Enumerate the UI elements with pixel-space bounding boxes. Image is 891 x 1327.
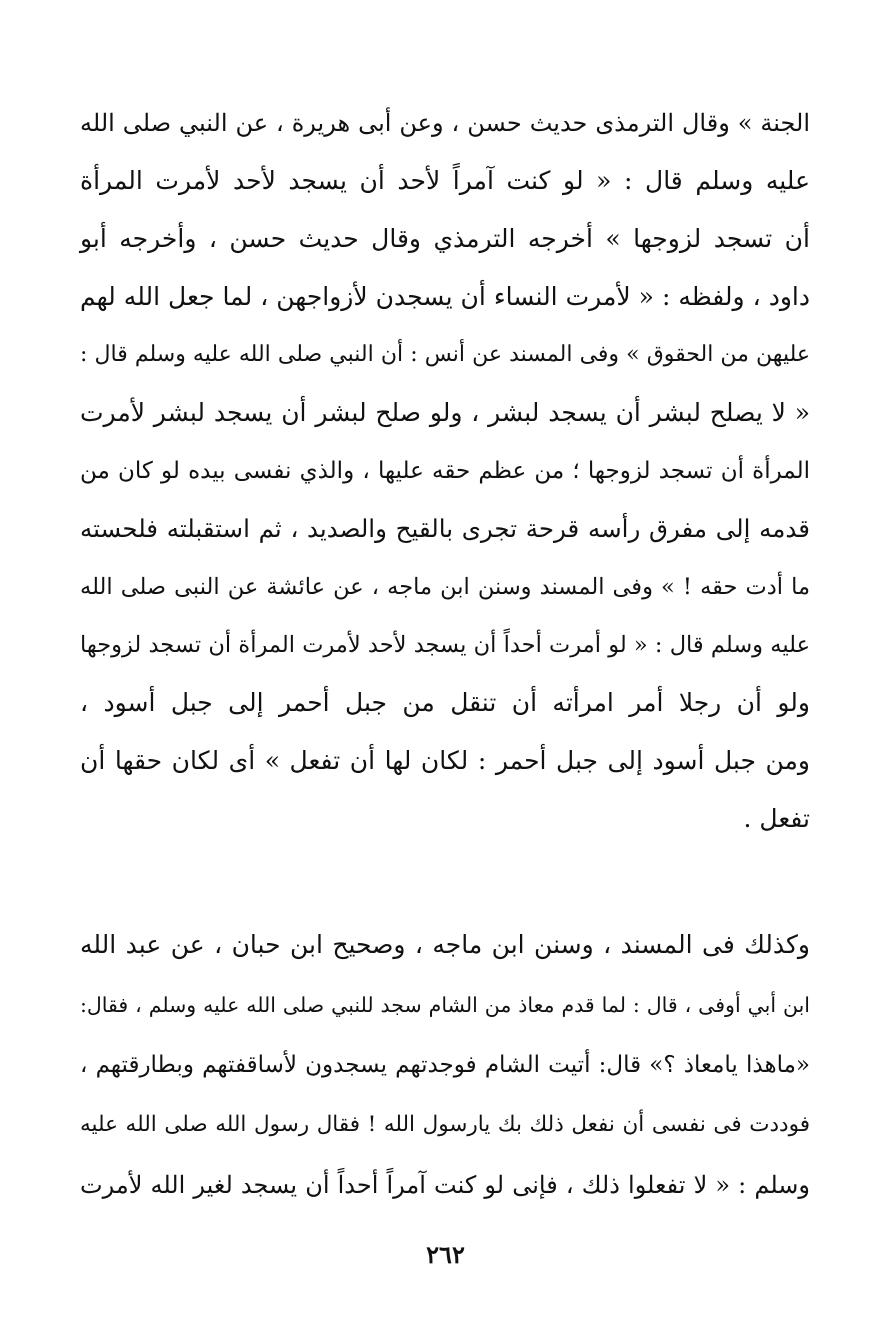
text-line: ولو أن رجلا أمر امرأته أن تنقل من جبل أحمر إلى جبل أسود ، — [80, 688, 810, 717]
text-line: عليه وسلم قال : « لو أمرت أحداً أن يسجد لأحد لأمرت المرأة أن تسجد لزوجها — [80, 632, 810, 658]
text-line: الجنة » وقال الترمذى حديث حسن ، وعن أبى هريرة ، عن النبي صلى الله — [80, 109, 810, 137]
text-line: داود ، ولفظه : « لأمرت النساء أن يسجدن لأزواجهن ، لما جعل الله لهم — [80, 282, 810, 311]
page-number: ٢٦٢ — [426, 1240, 465, 1269]
text-line: وسلم : « لا تفعلوا ذلك ، فإنى لو كنت آمراً أحداً أن يسجد لغير الله لأمرت — [80, 1171, 810, 1199]
paragraph-hadith-prostration — [80, 94, 810, 848]
text-line: فوددت فى نفسى أن نفعل ذلك بك يارسول الله ! فقال رسول الله صلى الله عليه — [80, 1112, 810, 1137]
text-line: وكذلك فى المسند ، وسنن ابن ماجه ، وصحيح ابن حبان ، عن عبد الله — [80, 930, 810, 959]
text-line: « لا يصلح لبشر أن يسجد لبشر ، ولو صلح لبشر أن يسجد لبشر لأمرت — [80, 398, 810, 427]
text-line: ابن أبي أوفى ، قال : لما قدم معاذ من الشام سجد للنبي صلى الله عليه وسلم ، فقال: — [80, 993, 810, 1017]
text-line: المرأة أن تسجد لزوجها ؛ من عظم حقه عليها ، والذي نفسى بيده لو كان من — [80, 458, 810, 484]
text-line: تفعل . — [743, 804, 810, 833]
paragraph-muadh-story — [80, 915, 810, 1215]
text-line: ومن جبل أسود إلى جبل أحمر : لكان لها أن تفعل » أى لكان حقها أن — [80, 746, 810, 775]
text-line: عليه وسلم قال : « لو كنت آمراً لأحد أن يسجد لأحد لأمرت المرأة — [80, 166, 810, 195]
text-line: عليهن من الحقوق » وفى المسند عن أنس : أن النبي صلى الله عليه وسلم قال : — [80, 342, 810, 367]
text-line: أن تسجد لزوجها » أخرجه الترمذي وقال حديث حسن ، وأخرجه أبو — [80, 224, 810, 253]
text-line: قدمه إلى مفرق رأسه قرحة تجرى بالقيح والصديد ، ثم استقبلته فلحسته — [80, 514, 810, 543]
text-line: «ماهذا يامعاذ ؟» قال: أتيت الشام فوجدتهم يسجدون لأساقفتهم وبطارقتهم ، — [80, 1052, 810, 1078]
text-line: ما أدت حقه ! » وفى المسند وسنن ابن ماجه ، عن عائشة عن النبى صلى الله — [80, 574, 810, 600]
